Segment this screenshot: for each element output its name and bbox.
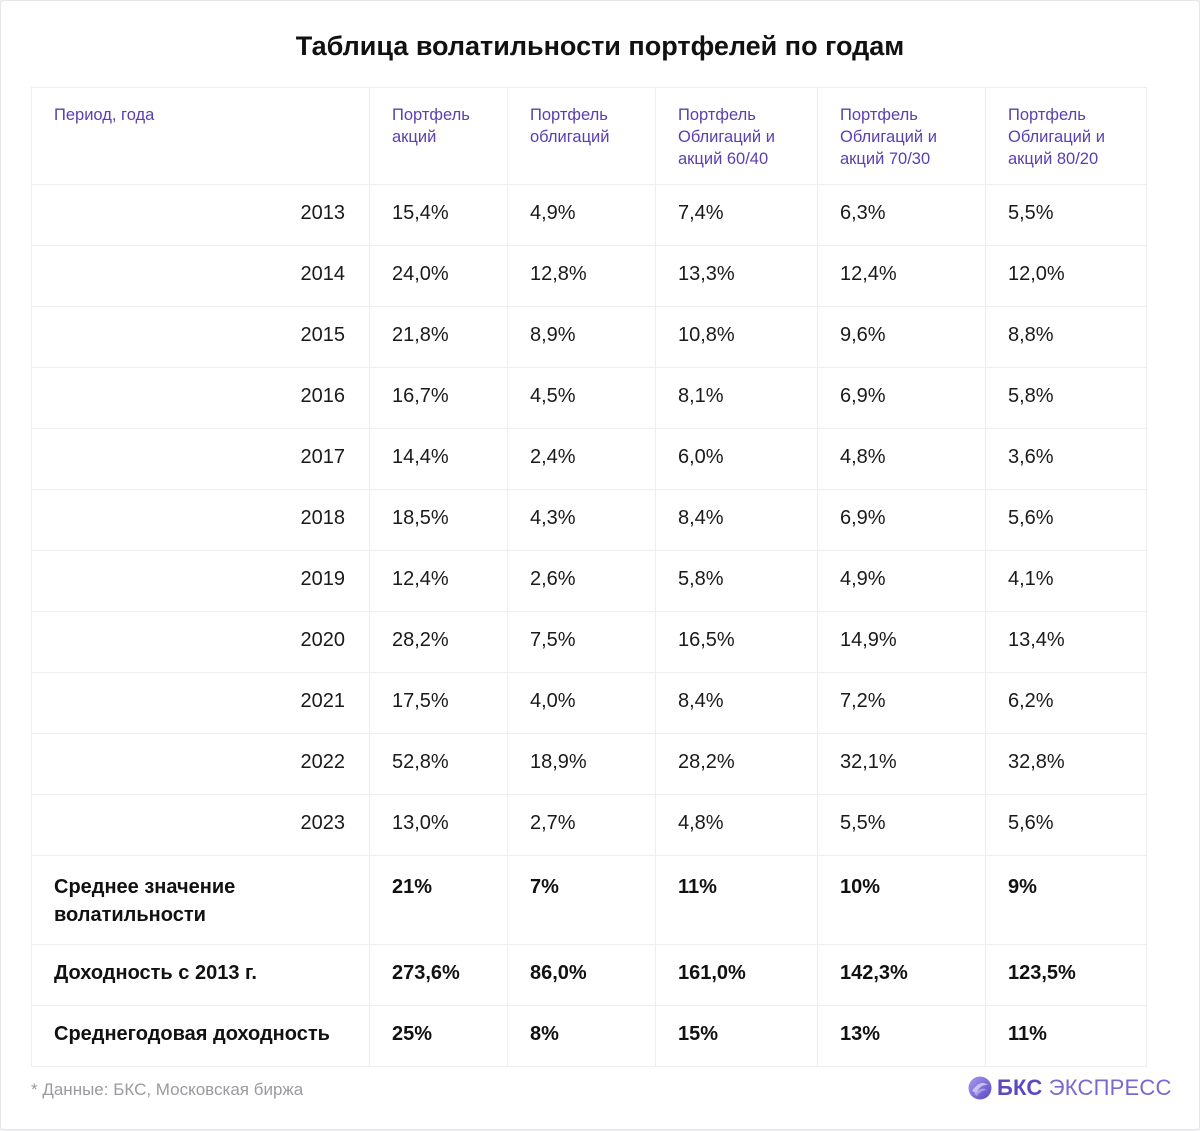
value-cell-stocks: 28,2%	[370, 612, 508, 673]
logo-brand: БКС	[997, 1075, 1043, 1100]
summary-value-mix-60-40: 161,0%	[656, 945, 818, 1006]
year-cell: 2020	[32, 612, 370, 673]
value-cell-stocks: 24,0%	[370, 246, 508, 307]
column-header-period: Период, года	[32, 88, 370, 185]
source-footnote: * Данные: БКС, Московская биржа	[31, 1080, 304, 1099]
table-row	[32, 795, 1147, 856]
value-cell-mix-80-20: 5,8%	[986, 368, 1147, 429]
summary-value-stocks: 21%	[370, 856, 508, 945]
value-cell-mix-70-30: 9,6%	[818, 307, 986, 368]
table-row	[32, 551, 1147, 612]
table-header-row	[32, 88, 1147, 185]
value-cell-mix-70-30: 12,4%	[818, 246, 986, 307]
year-cell: 2022	[32, 734, 370, 795]
summary-value-bonds: 7%	[508, 856, 656, 945]
value-cell-mix-70-30: 6,9%	[818, 490, 986, 551]
table-row	[32, 673, 1147, 734]
value-cell-stocks: 21,8%	[370, 307, 508, 368]
value-cell-stocks: 13,0%	[370, 795, 508, 856]
value-cell-mix-60-40: 8,4%	[656, 490, 818, 551]
value-cell-mix-80-20: 13,4%	[986, 612, 1147, 673]
logo-wordmark	[997, 1075, 1172, 1101]
value-cell-stocks: 12,4%	[370, 551, 508, 612]
value-cell-mix-70-30: 5,5%	[818, 795, 986, 856]
avg-volatility-row	[32, 856, 1147, 945]
page-title: Таблица волатильности портфелей по годам	[295, 31, 905, 61]
year-cell: 2015	[32, 307, 370, 368]
value-cell-bonds: 4,3%	[508, 490, 656, 551]
value-cell-mix-70-30: 7,2%	[818, 673, 986, 734]
value-cell-mix-70-30: 14,9%	[818, 612, 986, 673]
value-cell-mix-60-40: 28,2%	[656, 734, 818, 795]
year-cell: 2018	[32, 490, 370, 551]
total-return-row	[32, 945, 1147, 1006]
value-cell-stocks: 15,4%	[370, 185, 508, 246]
year-cell: 2013	[32, 185, 370, 246]
value-cell-mix-70-30: 6,9%	[818, 368, 986, 429]
year-cell: 2016	[32, 368, 370, 429]
year-cell: 2023	[32, 795, 370, 856]
bks-logo-icon	[967, 1075, 993, 1101]
summary-value-mix-70-30: 142,3%	[818, 945, 986, 1006]
summary-value-mix-70-30: 13%	[818, 1006, 986, 1067]
value-cell-mix-60-40: 5,8%	[656, 551, 818, 612]
table-row	[32, 490, 1147, 551]
summary-value-mix-60-40: 15%	[656, 1006, 818, 1067]
value-cell-mix-60-40: 7,4%	[656, 185, 818, 246]
value-cell-mix-70-30: 4,9%	[818, 551, 986, 612]
summary-label: Среднегодовая доходность	[32, 1006, 370, 1067]
summary-label: Доходность с 2013 г.	[32, 945, 370, 1006]
value-cell-mix-80-20: 3,6%	[986, 429, 1147, 490]
value-cell-mix-60-40: 6,0%	[656, 429, 818, 490]
bks-express-logo	[967, 1075, 1172, 1101]
summary-value-mix-80-20: 123,5%	[986, 945, 1147, 1006]
value-cell-bonds: 8,9%	[508, 307, 656, 368]
summary-value-mix-80-20: 11%	[986, 1006, 1147, 1067]
table-row	[32, 734, 1147, 795]
volatility-table	[31, 87, 1147, 1067]
value-cell-mix-80-20: 5,6%	[986, 795, 1147, 856]
summary-value-mix-80-20: 9%	[986, 856, 1147, 945]
value-cell-mix-60-40: 8,4%	[656, 673, 818, 734]
column-header-stocks: Портфель акций	[370, 88, 508, 185]
value-cell-mix-80-20: 5,5%	[986, 185, 1147, 246]
value-cell-bonds: 7,5%	[508, 612, 656, 673]
year-cell: 2021	[32, 673, 370, 734]
value-cell-stocks: 18,5%	[370, 490, 508, 551]
value-cell-stocks: 16,7%	[370, 368, 508, 429]
column-header-mix-80-20: Портфель Облигаций и акций 80/20	[986, 88, 1147, 185]
year-cell: 2014	[32, 246, 370, 307]
summary-value-bonds: 86,0%	[508, 945, 656, 1006]
value-cell-bonds: 4,9%	[508, 185, 656, 246]
value-cell-stocks: 52,8%	[370, 734, 508, 795]
column-header-bonds: Портфель облигаций	[508, 88, 656, 185]
table-row	[32, 246, 1147, 307]
summary-value-bonds: 8%	[508, 1006, 656, 1067]
summary-value-mix-60-40: 11%	[656, 856, 818, 945]
value-cell-mix-60-40: 13,3%	[656, 246, 818, 307]
table-row	[32, 307, 1147, 368]
column-header-mix-70-30: Портфель Облигаций и акций 70/30	[818, 88, 986, 185]
table-row	[32, 612, 1147, 673]
value-cell-bonds: 2,4%	[508, 429, 656, 490]
value-cell-bonds: 2,7%	[508, 795, 656, 856]
value-cell-bonds: 12,8%	[508, 246, 656, 307]
value-cell-bonds: 4,5%	[508, 368, 656, 429]
year-cell: 2017	[32, 429, 370, 490]
value-cell-bonds: 2,6%	[508, 551, 656, 612]
value-cell-mix-80-20: 12,0%	[986, 246, 1147, 307]
value-cell-mix-60-40: 8,1%	[656, 368, 818, 429]
value-cell-mix-60-40: 16,5%	[656, 612, 818, 673]
value-cell-mix-80-20: 4,1%	[986, 551, 1147, 612]
table-row	[32, 185, 1147, 246]
value-cell-stocks: 17,5%	[370, 673, 508, 734]
value-cell-mix-80-20: 8,8%	[986, 307, 1147, 368]
year-cell: 2019	[32, 551, 370, 612]
value-cell-mix-80-20: 32,8%	[986, 734, 1147, 795]
column-header-mix-60-40: Портфель Облигаций и акций 60/40	[656, 88, 818, 185]
value-cell-mix-60-40: 4,8%	[656, 795, 818, 856]
summary-value-stocks: 25%	[370, 1006, 508, 1067]
value-cell-mix-70-30: 6,3%	[818, 185, 986, 246]
value-cell-mix-60-40: 10,8%	[656, 307, 818, 368]
value-cell-mix-70-30: 4,8%	[818, 429, 986, 490]
summary-value-mix-70-30: 10%	[818, 856, 986, 945]
summary-value-stocks: 273,6%	[370, 945, 508, 1006]
table-row	[32, 429, 1147, 490]
summary-label: Среднее значение волатильности	[32, 856, 370, 945]
value-cell-bonds: 4,0%	[508, 673, 656, 734]
value-cell-bonds: 18,9%	[508, 734, 656, 795]
value-cell-stocks: 14,4%	[370, 429, 508, 490]
logo-product: ЭКСПРЕСС	[1048, 1075, 1172, 1100]
value-cell-mix-70-30: 32,1%	[818, 734, 986, 795]
value-cell-mix-80-20: 5,6%	[986, 490, 1147, 551]
annual-return-row	[32, 1006, 1147, 1067]
value-cell-mix-80-20: 6,2%	[986, 673, 1147, 734]
table-row	[32, 368, 1147, 429]
